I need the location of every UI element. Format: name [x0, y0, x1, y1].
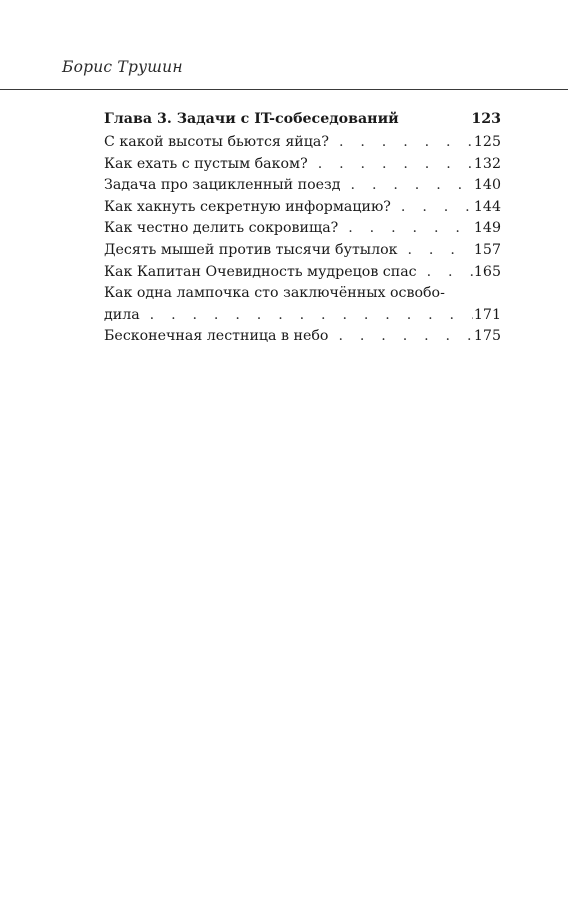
dot-leader — [338, 218, 473, 238]
dot-leader — [328, 326, 473, 346]
dot-leader — [417, 262, 473, 282]
toc-entry-title: Как честно делить сокровища? — [104, 220, 339, 237]
toc-entry-title: Как ехать с пустым баком? — [104, 155, 308, 172]
toc-entry-page: 140 — [473, 177, 501, 194]
dot-leader — [341, 175, 473, 195]
toc-entry-page: 171 — [473, 306, 501, 323]
toc-entry-page: 165 — [473, 263, 501, 280]
dot-leader — [140, 305, 473, 325]
toc-entry[interactable] — [104, 262, 501, 284]
header-rule — [0, 89, 568, 90]
toc-entry-title: Десять мышей против тысячи бутылок — [104, 241, 398, 258]
toc-entry[interactable] — [104, 175, 501, 197]
running-head-author: Борис Трушин — [62, 58, 183, 76]
dot-leader — [398, 240, 473, 260]
toc-entry-title: Как Капитан Очевидность мудрецов спас — [104, 263, 417, 280]
toc-entry-page: 125 — [473, 134, 501, 150]
toc-entry-first-line[interactable] — [104, 283, 501, 305]
toc-entry-page: 157 — [473, 241, 501, 258]
chapter-page-number: 123 — [471, 111, 501, 127]
toc-entry[interactable] — [104, 132, 501, 154]
dot-leader — [329, 132, 473, 152]
table-of-contents — [104, 109, 501, 348]
toc-entry-title: С какой высоты бьются яйца? — [104, 134, 329, 150]
toc-entry-page: 144 — [473, 198, 501, 215]
toc-entry-title: Задача про зацикленный поезд — [104, 177, 341, 194]
toc-entry-title: Как хакнуть секретную информацию? — [104, 198, 391, 215]
toc-entry[interactable] — [104, 326, 501, 348]
toc-entry-title-continuation: дила — [104, 306, 140, 323]
toc-entry-continuation[interactable] — [104, 305, 501, 327]
toc-entry-title: Как одна лампочка сто заключённых освобо- — [104, 285, 445, 302]
chapter-title: Глава 3. Задачи с IT-собеседований — [104, 111, 399, 127]
toc-entry-page: 149 — [473, 220, 501, 237]
toc-entry[interactable] — [104, 240, 501, 262]
dot-leader — [308, 154, 473, 174]
toc-entry-title: Бесконечная лестница в небо — [104, 328, 329, 345]
dot-leader — [391, 197, 473, 217]
toc-chapter-heading[interactable] — [104, 109, 501, 132]
toc-entry-page: 132 — [473, 155, 501, 172]
toc-entry[interactable] — [104, 154, 501, 176]
toc-entry[interactable] — [104, 197, 501, 219]
toc-entry[interactable] — [104, 218, 501, 240]
toc-entry-page: 175 — [473, 328, 501, 345]
